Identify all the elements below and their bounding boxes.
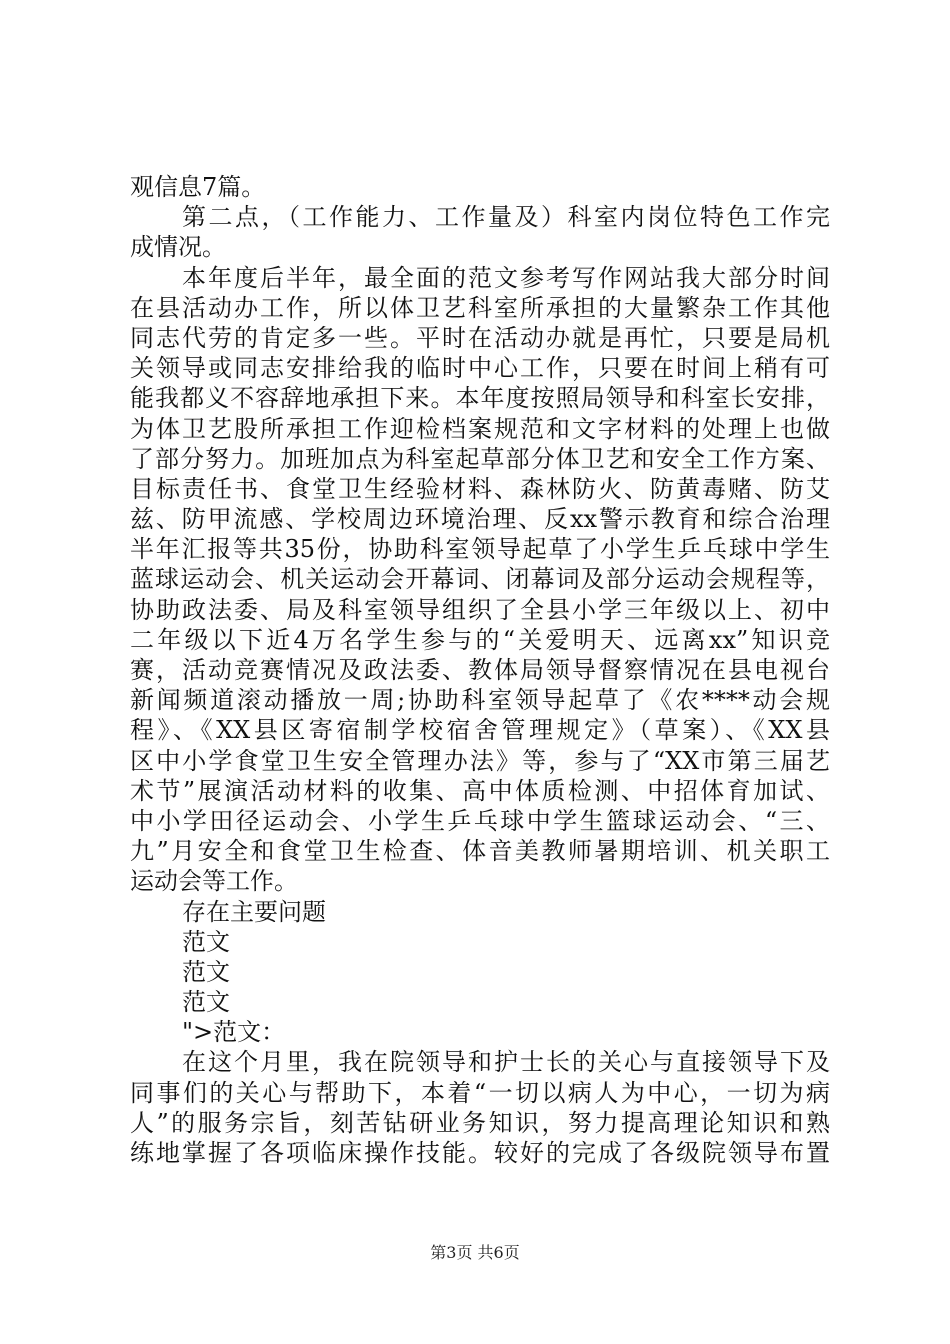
text-line: 同事们的关心与帮助下，本着“一切以病人为中心，一切为病 — [130, 1078, 830, 1107]
text-line: 能我都义不容辞地承担下来。本年度按照局领导和科室长安排， — [130, 384, 830, 413]
page-number: 第3页 共6页 — [430, 1243, 520, 1262]
text-line: 程》、《XX县区寄宿制学校宿舍管理规定》（草案）、《XX县 — [130, 716, 830, 745]
text-line: 区中小学食堂卫生安全管理办法》等，参与了“XX市第三届艺 — [130, 746, 830, 775]
text-line: 赛，活动竞赛情况及政法委、教体局领导督察情况在县电视台 — [130, 656, 830, 684]
text-line: 练地掌握了各项临床操作技能。较好的完成了各级院领导布置 — [130, 1139, 830, 1167]
text-line: 蓝球运动会、机关运动会开幕词、闭幕词及部分运动会规程等， — [130, 565, 830, 594]
text-line: 目标责任书、食堂卫生经验材料、森林防火、防黄毒赌、防艾 — [130, 474, 830, 503]
text-line: 存在主要问题 — [182, 897, 326, 926]
text-line: 为体卫艺股所承担工作迎检档案规范和文字材料的处理上也做 — [130, 414, 830, 443]
text-line: 新闻频道滚动播放一周;协助科室领导起草了《农****动会规 — [130, 686, 830, 715]
text-line: 本年度后半年，最全面的范文参考写作网站我大部分时间 — [182, 263, 830, 292]
text-line: 二年级以下近4万名学生参与的“关爱明天、远离xx”知识竞 — [130, 625, 830, 654]
text-line: 运动会等工作。 — [130, 867, 298, 896]
text-line: ">范文： — [182, 1018, 286, 1047]
text-line: 观信息7篇。 — [130, 173, 266, 201]
text-line: 术节”展演活动材料的收集、高中体质检测、中招体育加试、 — [130, 776, 830, 805]
text-line: 兹、防甲流感、学校周边环境治理、反xx警示教育和综合治理 — [130, 505, 830, 534]
text-line: 在县活动办工作，所以体卫艺科室所承担的大量繁杂工作其他 — [130, 293, 830, 322]
page-footer — [0, 1240, 950, 1263]
text-line: 协助政法委、局及科室领导组织了全县小学三年级以上、初中 — [130, 595, 830, 624]
text-line: 在这个月里，我在院领导和护士长的关心与直接领导下及 — [182, 1048, 830, 1077]
text-line: 人”的服务宗旨，刻苦钻研业务知识，努力提高理论知识和熟 — [130, 1108, 830, 1137]
text-line: 关领导或同志安排给我的临时中心工作，只要在时间上稍有可 — [130, 354, 830, 383]
text-line: 中小学田径运动会、小学生乒乓球中学生篮球运动会、“三、 — [130, 806, 830, 835]
document-body — [130, 172, 830, 1168]
text-line: 成情况。 — [130, 233, 226, 262]
text-line: 九”月安全和食堂卫生检查、体音美教师暑期培训、机关职工 — [130, 837, 830, 866]
text-line: 范文 — [182, 988, 230, 1017]
text-line: 同志代劳的肯定多一些。平时在活动办就是再忙，只要是局机 — [130, 323, 830, 352]
text-line: 第二点，（工作能力、工作量及）科室内岗位特色工作完 — [182, 203, 830, 232]
text-line: 半年汇报等共35份，协助科室领导起草了小学生乒乓球中学生 — [130, 535, 830, 564]
text-line: 范文 — [182, 957, 230, 986]
text-line: 了部分努力。加班加点为科室起草部分体卫艺和安全工作方案、 — [130, 444, 830, 473]
text-line: 范文 — [182, 927, 230, 956]
